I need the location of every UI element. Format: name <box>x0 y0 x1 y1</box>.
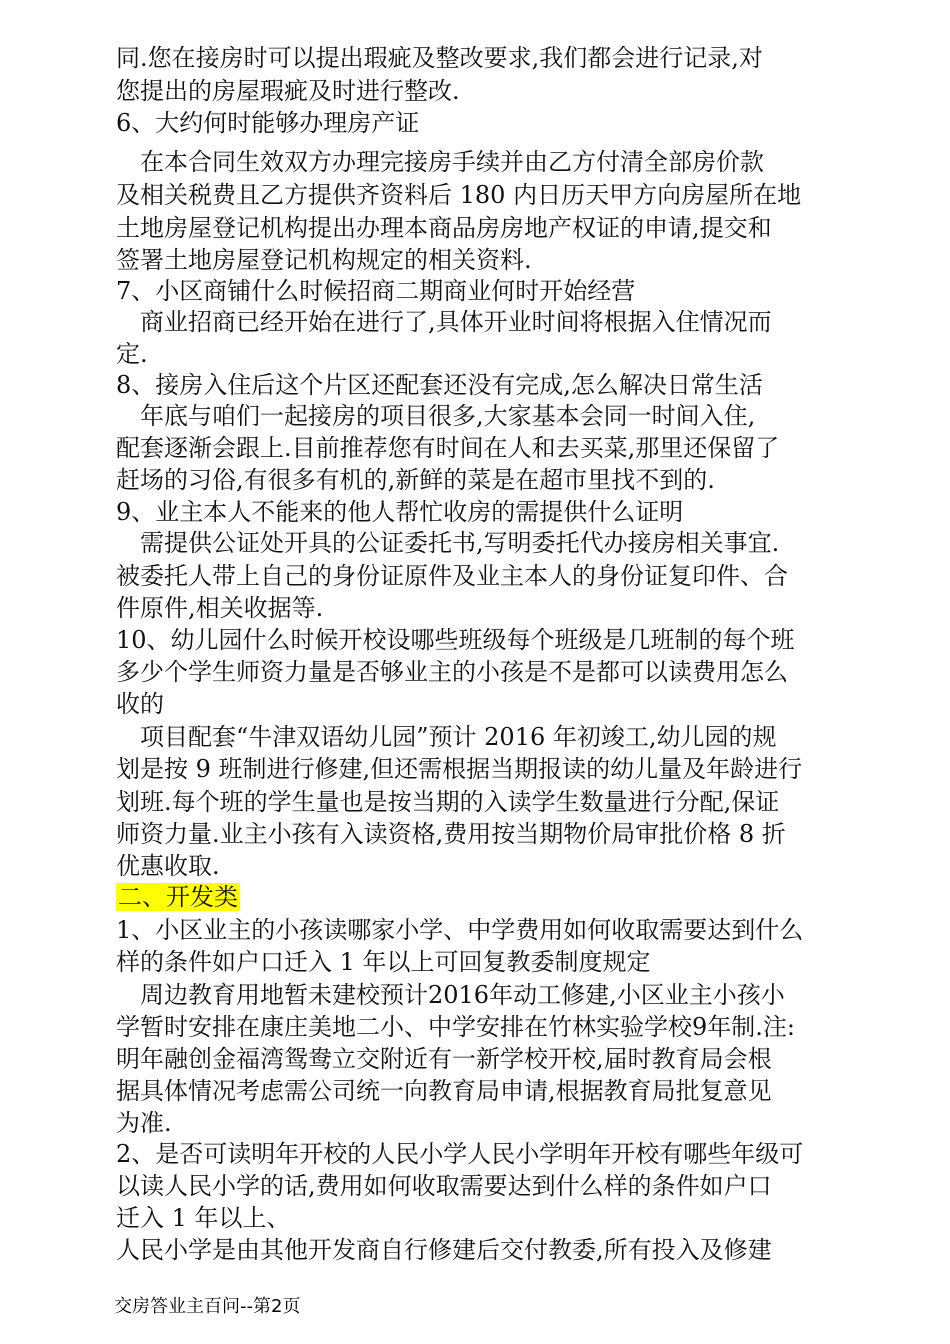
section-heading: 迁入 1 年以上、 <box>116 1204 291 1232</box>
section-heading: 8、接房入住后这个片区还配套还没有完成,怎么解决日常生活 <box>116 371 763 399</box>
text-line: 签署土地房屋登记机构规定的相关资料. <box>116 246 532 274</box>
text-line: 商业招商已经开始在进行了,具体开业时间将根据入住情况而 <box>116 308 772 336</box>
category-heading-highlighted <box>116 881 240 913</box>
section-heading: 以读人民小学的话,费用如何收取需要达到什么样的条件如户口 <box>116 1172 772 1200</box>
text-line: 件原件,相关收据等. <box>116 594 324 622</box>
text-line: 周边教育用地暂未建校预计2016年动工修建,小区业主小孩小 <box>116 981 785 1009</box>
text-line: 据具体情况考虑需公司统一向教育局申请,根据教育局批复意见 <box>116 1077 772 1105</box>
text-line: 项目配套“牛津双语幼儿园”预计 2016 年初竣工,幼儿园的规 <box>116 723 777 751</box>
text-line: 师资力量.业主小孩有入读资格,费用按当期物价局审批价格 8 折 <box>116 820 786 848</box>
text-line: 人民小学是由其他开发商自行修建后交付教委,所有投入及修建 <box>116 1236 772 1264</box>
text-line: 被委托人带上自己的身份证原件及业主本人的身份证复印件、合 <box>116 562 788 590</box>
highlight-mark: 二、开发类 <box>118 883 238 911</box>
text-line: 为准. <box>116 1109 172 1137</box>
text-line: 需提供公证处开具的公证委托书,写明委托代办接房相关事宜. <box>116 529 780 557</box>
text-line: 配套逐渐会跟上.目前推荐您有时间在人和去买菜,那里还保留了 <box>116 434 780 462</box>
text-line: 及相关税费且乙方提供齐资料后 180 内日历天甲方向房屋所在地 <box>116 181 802 209</box>
section-heading: 2、是否可读明年开校的人民小学人民小学明年开校有哪些年级可 <box>116 1140 804 1168</box>
text-line: 优惠收取. <box>116 852 220 880</box>
text-line: 同.您在接房时可以提出瑕疵及整改要求,我们都会进行记录,对 <box>116 44 763 72</box>
text-line: 土地房屋登记机构提出办理本商品房房地产权证的申请,提交和 <box>116 214 772 242</box>
section-heading: 9、业主本人不能来的他人帮忙收房的需提供什么证明 <box>116 498 684 526</box>
section-heading: 收的 <box>116 690 164 718</box>
text-line: 您提出的房屋瑕疵及时进行整改. <box>116 77 460 105</box>
text-line: 定. <box>116 340 148 368</box>
section-heading: 6、大约何时能够办理房产证 <box>116 109 420 137</box>
text-line: 赶场的习俗,有很多有机的,新鲜的菜是在超市里找不到的. <box>116 466 715 494</box>
text-line: 年底与咱们一起接房的项目很多,大家基本会同一时间入住, <box>116 402 756 430</box>
section-heading: 多少个学生师资力量是否够业主的小孩是不是都可以读费用怎么 <box>116 658 788 686</box>
text-line: 划是按 9 班制进行修建,但还需根据当期报读的幼儿量及年龄进行 <box>116 755 803 783</box>
text-line: 学暂时安排在康庄美地二小、中学安排在竹林实验学校9年制.注: <box>116 1013 795 1041</box>
text-line: 明年融创金福湾鸳鸯立交附近有一新学校开校,届时教育局会根 <box>116 1045 772 1073</box>
section-heading: 7、小区商铺什么时候招商二期商业何时开始经营 <box>116 277 636 305</box>
page-footer: 交房答业主百问--第2页 <box>114 1296 301 1317</box>
text-line: 划班.每个班的学生量也是按当期的入读学生数量进行分配,保证 <box>116 788 780 816</box>
section-heading: 样的条件如户口迁入 1 年以上可回复教委制度规定 <box>116 948 651 976</box>
text-line: 在本合同生效双方办理完接房手续并由乙方付清全部房价款 <box>116 148 764 176</box>
section-heading: 1、小区业主的小孩读哪家小学、中学费用如何收取需要达到什么 <box>116 916 804 944</box>
section-heading: 10、幼儿园什么时候开校设哪些班级每个班级是几班制的每个班 <box>116 626 795 654</box>
